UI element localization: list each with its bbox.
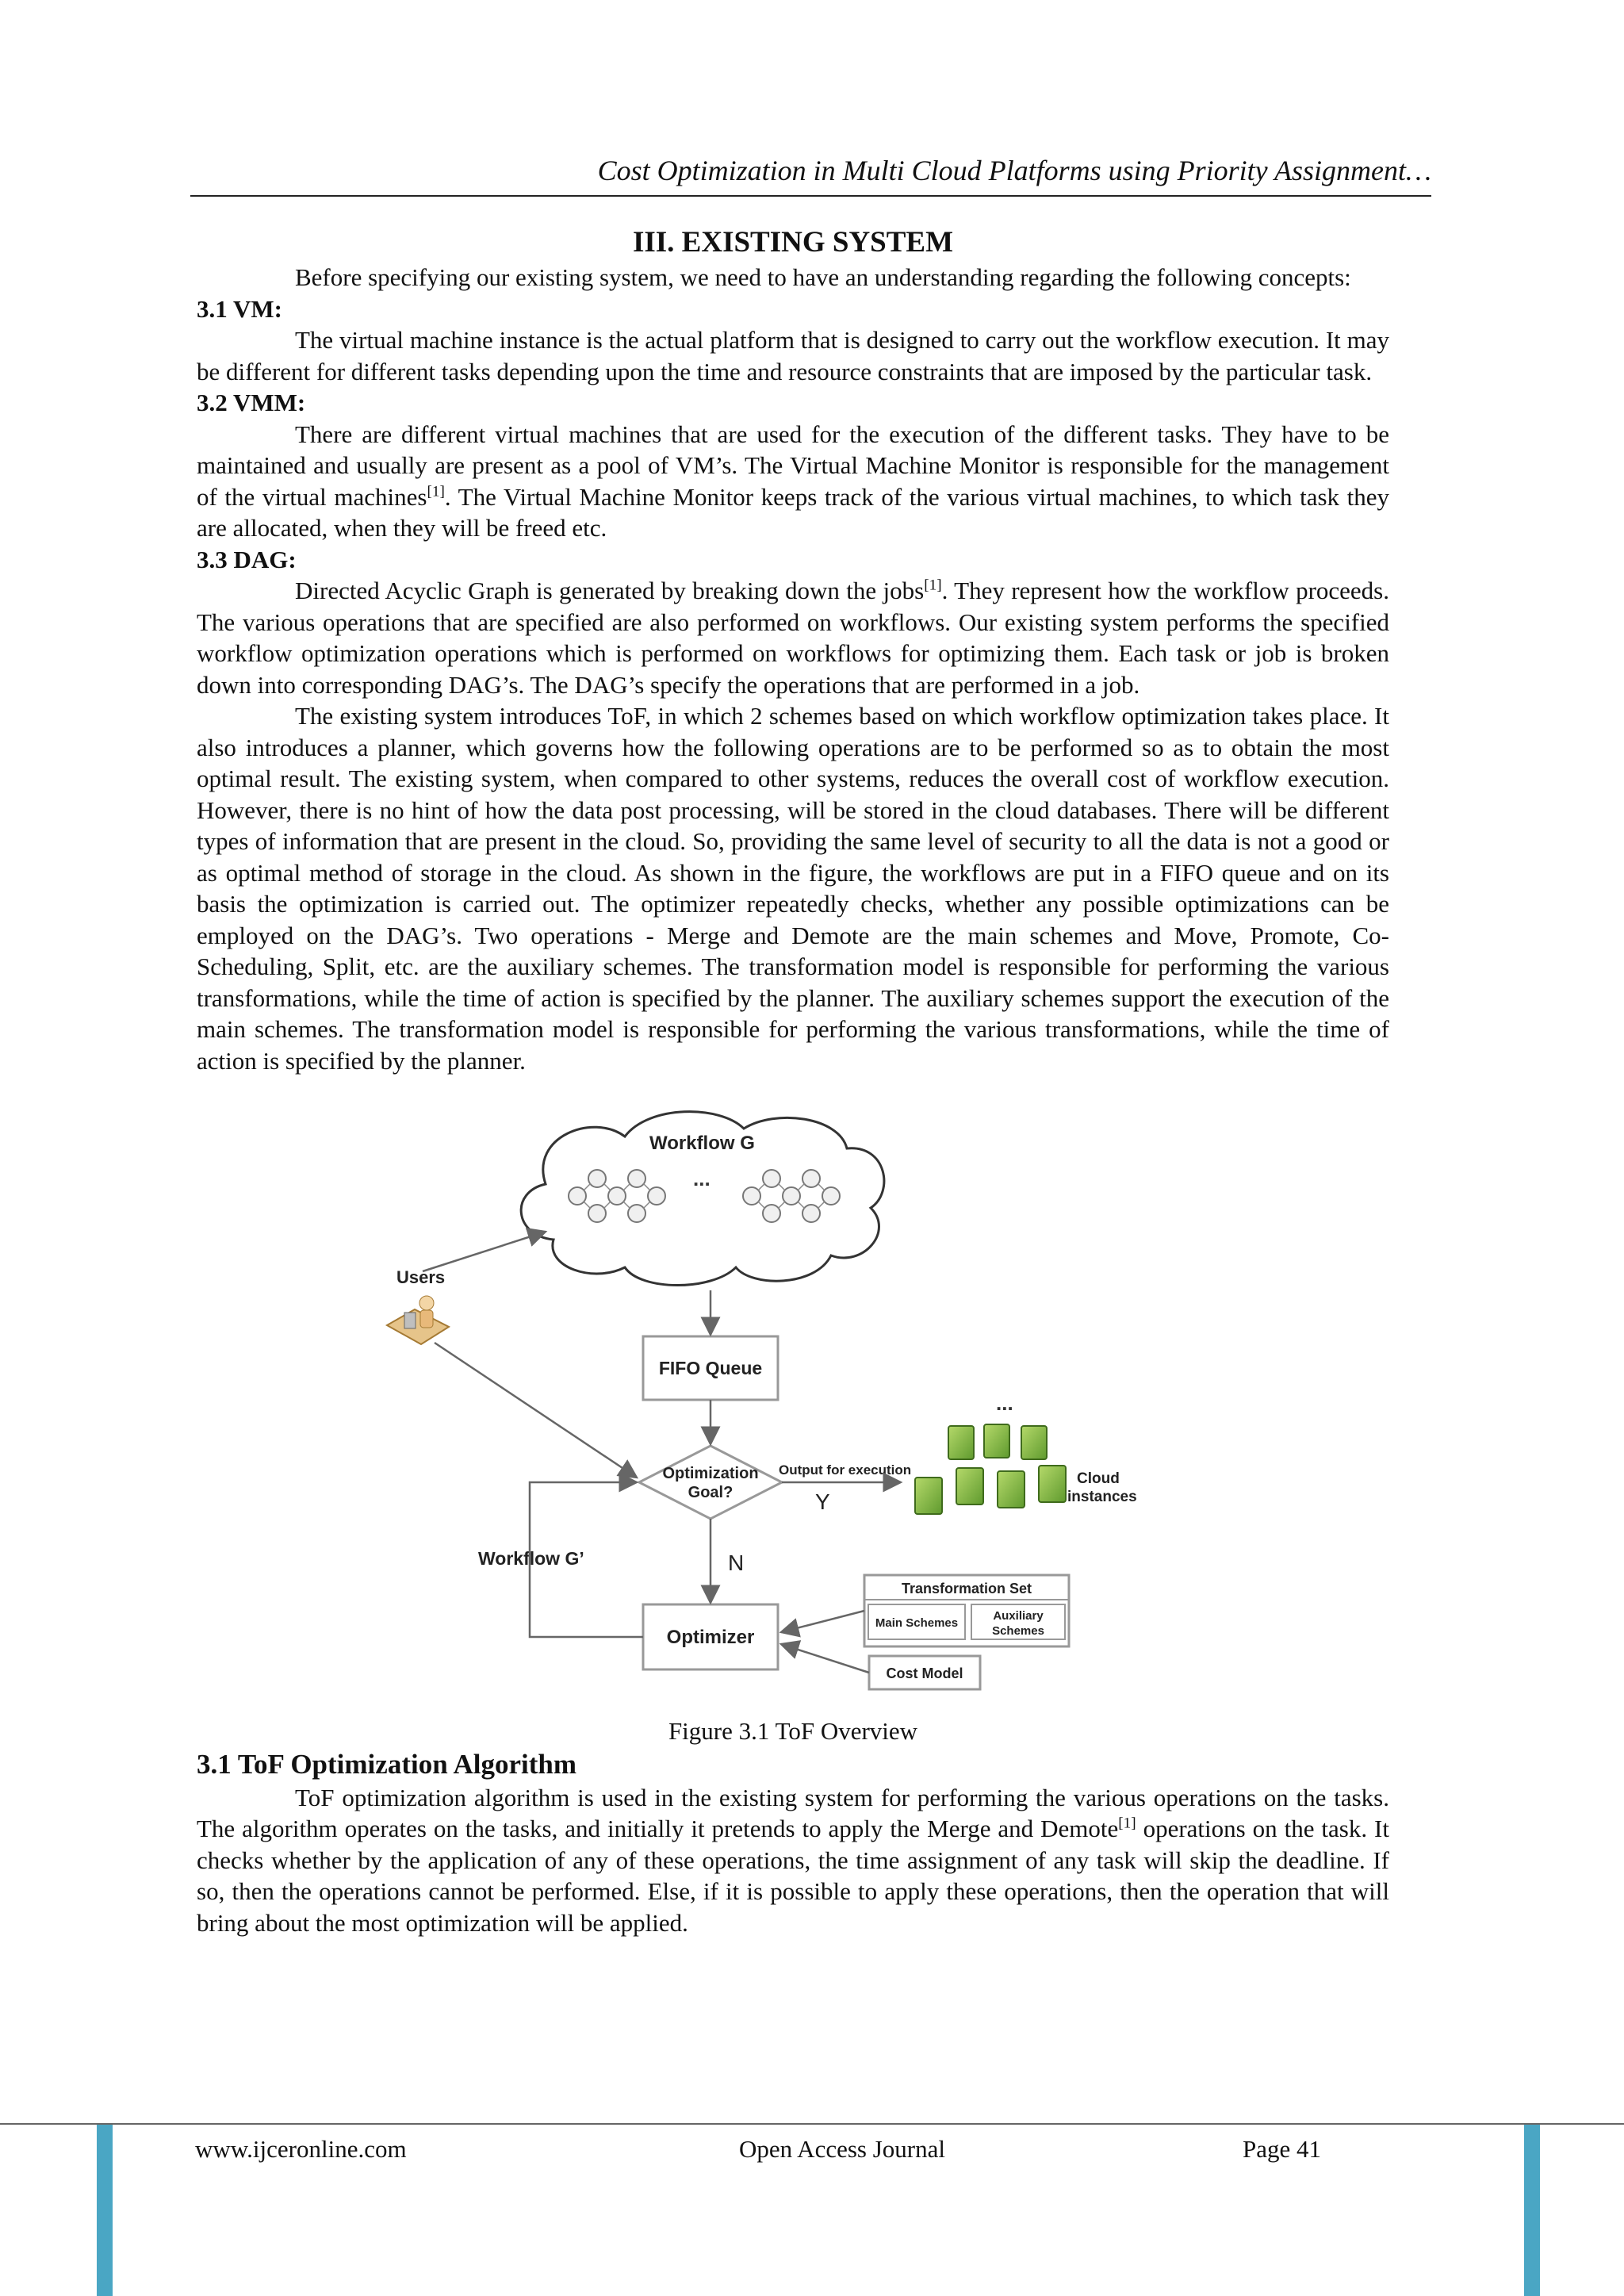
workflow-ellipsis: ...: [693, 1167, 710, 1190]
footer-page-number: Page 41: [1243, 2135, 1322, 2163]
tof-paragraph: The existing system introduces ToF, in which 2 schemes based on which workflow optimization takes place. It also introduces a planner, which governs how the following operations are to be performed so as to obtain the most optimal result. The existing system, when compared to other systems, reduces the overall cost of workflow execution. However, there is no hint of how the data post processing, will be stored in the cloud databases. There will be different types of information that are present in the cloud. So, providing the same level of security to all the data is not a good or as optimal method of storage in the cloud. As shown in the figure, the workflows are put in a FIFO queue and on its basis the optimization is carried out. The optimizer repeatedly checks, whether any possible optimizations can be employed on the DAG’s. Two operations - Merge and Demote are the main schemes and Move, Promote, Co-Scheduling, Split, etc. are the auxiliary schemes. The transformation model is responsible for performing the various transformations, while the time of action is specified by the planner. The auxiliary schemes support the execution of the main schemes. The transformation model is responsible for performing the various transformations, while the time of action is specified by the planner.: [197, 702, 1389, 1075]
decision-line-1: Optimization: [662, 1465, 759, 1482]
algorithm-text-a: ToF optimization algorithm is used in the existing system for performing the various operations on the tasks. The algorithm operates on the tasks, and initially it pretends to apply the Merge and Demote: [197, 1783, 1389, 1842]
figure-caption: Figure 3.1 ToF Overview: [668, 1717, 918, 1745]
fifo-queue-label: FIFO Queue: [658, 1358, 763, 1378]
arrow-users-to-workflow: [423, 1232, 546, 1271]
vm-heading: 3.1 VM:: [197, 294, 282, 323]
footer-rule: [0, 2123, 1624, 2125]
algorithm-text-b: operations on the task. It checks whether by the application of any of these operations, the time assignment of any task will skip the deadline. If so, then the operations cannot be performed. Else, if it is possible to apply these operations, then the operation that will bring about the most optimization will be applied.: [197, 1815, 1389, 1937]
cloud-label-line-2: instances: [1067, 1489, 1137, 1505]
users-node: [387, 1267, 449, 1344]
auxiliary-line-2: Schemes: [992, 1624, 1044, 1638]
vmm-text-a: There are different virtual machines that are used for the execution of the different tasks. They have to be maintained and usually are present as a pool of VM’s. The Virtual Machine Monitor is responsible for the management of the virtual machines: [197, 420, 1389, 511]
algorithm-citation: [1]: [1118, 1815, 1136, 1832]
output-for-execution-label: Output for execution: [779, 1462, 912, 1478]
page-content: [197, 224, 1389, 1938]
main-schemes-label: Main Schemes: [875, 1616, 959, 1630]
vmm-heading: 3.2 VMM:: [197, 389, 306, 416]
transformation-set-label: Transformation Set: [901, 1581, 1032, 1596]
workflow-g-label: Workflow G: [649, 1133, 755, 1154]
workflow-g-prime-label: Workflow G’: [478, 1548, 584, 1569]
workflow-cloud: [521, 1112, 884, 1286]
cost-model-label: Cost Model: [886, 1665, 963, 1681]
footer-bar-left: [97, 2125, 113, 2296]
running-head: Cost Optimization in Multi Cloud Platforms using Priority Assignment…: [597, 155, 1431, 186]
algorithm-heading: 3.1 ToF Optimization Algorithm: [197, 1748, 577, 1780]
arrow-transformation-to-optimizer: [781, 1611, 864, 1632]
arrow-costmodel-to-optimizer: [781, 1644, 869, 1673]
section-title: III. EXISTING SYSTEM: [632, 226, 954, 259]
algorithm-paragraph: [197, 1782, 1389, 1939]
users-label: Users: [396, 1267, 446, 1287]
section-intro: Before specifying our existing system, we need to have an understanding regarding the following concepts:: [295, 263, 1351, 291]
footer-journal: Open Access Journal: [739, 2135, 945, 2163]
optimizer-label: Optimizer: [666, 1627, 755, 1648]
tof-diagram: [197, 1105, 1389, 1715]
no-label: N: [728, 1550, 745, 1575]
arrow-users-to-decision: [435, 1343, 637, 1478]
cloud-instances: [915, 1391, 1137, 1514]
cloud-label-line-1: Cloud: [1077, 1470, 1120, 1487]
dag-heading: 3.3 DAG:: [197, 545, 297, 573]
footer-bar-right: [1524, 2125, 1540, 2296]
vm-paragraph: The virtual machine instance is the actual platform that is designed to carry out the workflow execution. It may be different for different tasks depending upon the time and resource constraints that are imposed by the particular task.: [197, 326, 1389, 385]
yes-label: Y: [815, 1489, 830, 1514]
auxiliary-line-1: Auxiliary: [993, 1609, 1044, 1623]
dag-text-a: Directed Acyclic Graph is generated by breaking down the jobs: [295, 577, 925, 604]
cloud-ellipsis: ...: [996, 1391, 1013, 1415]
vmm-citation: [1]: [427, 483, 445, 500]
header-rule: [190, 195, 1431, 197]
dag-paragraph: [197, 575, 1389, 700]
vmm-paragraph: [197, 419, 1389, 544]
optimization-goal-decision: [639, 1446, 782, 1519]
decision-line-2: Goal?: [688, 1484, 733, 1501]
vmm-text-b: . The Virtual Machine Monitor keeps track of the various virtual machines, to which task they are allocated, when they will be freed etc.: [197, 482, 1390, 542]
dag-citation: [1]: [924, 577, 942, 594]
tof-overview-figure: [197, 1105, 1389, 1715]
dag-text-b: . They represent how the workflow proceeds. The various operations that are specified are also performed on workflows. Our existing system performs the specified workflow optimization operations which is performed on workflows for optimizing them. Each task or job is broken down into corresponding DAG’s. The DAG’s specify the operations that are performed in a job.: [197, 577, 1389, 699]
footer-website: www.ijceronline.com: [195, 2135, 407, 2163]
